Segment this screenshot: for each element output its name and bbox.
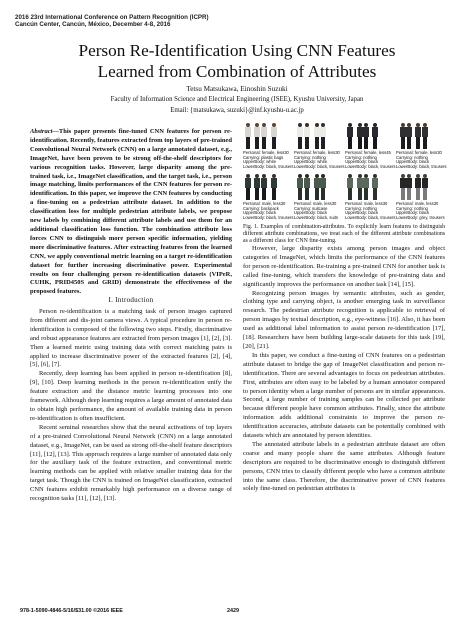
person-thumbnail bbox=[297, 174, 303, 200]
person-lower-body bbox=[348, 137, 352, 149]
right-column-body bbox=[243, 245, 445, 494]
person-lower-body bbox=[272, 188, 276, 200]
person-thumbnail bbox=[406, 123, 412, 149]
page-number: 2429 bbox=[227, 608, 239, 614]
person-lower-body bbox=[416, 188, 420, 200]
person-upper-body bbox=[271, 127, 277, 137]
person-thumbnail bbox=[271, 174, 277, 200]
attribute-label: Personal: female, less30 Carrying: plastic bags UpperBody: white LowerBody: black, trousers bbox=[243, 150, 294, 169]
person-upper-body bbox=[422, 178, 428, 188]
person-thumbnail bbox=[271, 123, 277, 149]
figure-caption: Fig. 1. Examples of combination-attributes. To explicitly learn features to distinguish different attribute combinations, we treat each of the different attribute combinations as a different class for CNN fine-tuning. bbox=[243, 224, 445, 244]
body-paragraph: The annotated attribute labels in a pedestrian attribute dataset are often coarse and many people share the same attributes. Although feature descriptors are required to be discriminative enough to distinguish different persons, CNN tries to classify different people who have a common attribute into the same class. Therefore, the discriminative power of CNN features solely fine-tuned on pedestrian attributes is bbox=[243, 440, 445, 493]
person-upper-body bbox=[372, 127, 378, 137]
footer-isbn: 978-1-5090-4846-5/16/$31.00 ©2016 IEEE bbox=[20, 608, 123, 614]
person-thumbnail bbox=[406, 174, 412, 200]
person-lower-body bbox=[315, 137, 319, 149]
person-upper-body bbox=[271, 178, 277, 188]
person-lower-body bbox=[364, 188, 368, 200]
intro-paragraph: Recently, deep learning has been applied in person re-identification [8], [9], [10]. Deep learning methods in the person re-identification unify the feature extraction and the distance metric learning processes into one framework. Although deep learning requires a large amount of annotated data to obtain high performance, the amount of available training data in person re-identification is often insufficient. bbox=[30, 370, 232, 422]
figure-1 bbox=[243, 122, 446, 222]
person-lower-body bbox=[407, 137, 411, 149]
person-thumbnail bbox=[320, 174, 326, 200]
person-lower-body bbox=[262, 137, 266, 149]
attribute-label: Personal: male, less30 Carrying: suitcase UpperBody: black LowerBody: black, suits bbox=[294, 201, 338, 220]
figure-cell bbox=[396, 122, 447, 171]
conference-header bbox=[15, 14, 209, 29]
person-lower-body bbox=[401, 137, 405, 149]
attribute-label: Personal: male, less30 Carrying: nothing UpperBody: black LowerBody: black, trousers bbox=[345, 201, 396, 220]
body-paragraph: Recognizing person images by semantic attributes, such as gender, clothing type and carrying object, is another emerging task in surveillance research. The pedestrian attribute recognition is applicable to retrieval of person images by textual description, e.g., eye-witness [16]. Also, it has been used as additional label information to assist person re-identification [17], [18]. Researchers have been building large-scale datasets for this task [19], [20], [21]. bbox=[243, 289, 445, 350]
figure-cell bbox=[294, 173, 342, 222]
person-thumbnail bbox=[254, 174, 260, 200]
abstract-label: Abstract bbox=[30, 128, 53, 135]
person-upper-body bbox=[415, 127, 421, 137]
person-upper-body bbox=[297, 127, 303, 137]
person-thumbnail bbox=[261, 174, 267, 200]
person-thumbnail bbox=[254, 123, 260, 149]
person-thumbnail bbox=[347, 123, 353, 149]
authors: Tetsu Matsukawa, Einoshin Suzuki bbox=[186, 85, 288, 93]
person-upper-body bbox=[245, 178, 251, 188]
person-thumbnail bbox=[304, 174, 310, 200]
person-upper-body bbox=[347, 178, 353, 188]
person-thumbnail bbox=[363, 174, 369, 200]
title-line-2: Learned from Combination of Attributes bbox=[97, 62, 377, 81]
person-upper-body bbox=[406, 178, 412, 188]
person-upper-body bbox=[320, 127, 326, 137]
person-upper-body bbox=[261, 127, 267, 137]
person-thumbnail bbox=[320, 123, 326, 149]
person-upper-body bbox=[415, 178, 421, 188]
person-upper-body bbox=[422, 127, 428, 137]
person-lower-body bbox=[262, 188, 266, 200]
figure-cell bbox=[396, 173, 444, 222]
figure-cell bbox=[345, 173, 396, 222]
attribute-label: Personal: female, less45 Carrying: nothing UpperBody: black LowerBody: black, trousers bbox=[345, 150, 396, 169]
abstract bbox=[30, 128, 232, 297]
attribute-label: Personal: female, less30 Carrying: nothing UpperBody: white LowerBody: black, trousers bbox=[294, 150, 345, 169]
person-thumbnail bbox=[415, 174, 421, 200]
attribute-label: Personal: male, less30 Carrying: nothing UpperBody: black LowerBody: grey, trousers bbox=[396, 201, 445, 220]
person-upper-body bbox=[254, 127, 260, 137]
person-upper-body bbox=[261, 178, 267, 188]
person-upper-body bbox=[406, 127, 412, 137]
person-lower-body bbox=[298, 188, 302, 200]
figure-cell bbox=[345, 122, 396, 171]
paper-title bbox=[0, 40, 474, 82]
figure-cell bbox=[243, 173, 294, 222]
person-upper-body bbox=[245, 127, 251, 137]
person-lower-body bbox=[407, 188, 411, 200]
person-thumbnail bbox=[304, 123, 310, 149]
abstract-text: —This paper presents fine-tuned CNN features for person re-identification. Recently, features extracted from top layers of pre-trained Convolutional Neural Network (CNN) on a large annotated dataset, e.g., ImageNet, have been proven to be strong off-the-shelf descriptors for various recognition tasks. However, large disparity among the pre-trained task, i.e., ImageNet classification, and the target task, i.e., person image matching, limits performances of the CNN features for person re-identification. In this paper, we improve the CNN features by conducting a fine-tuning on a pedestrian attribute dataset. In addition to the classification loss for multiple pedestrian attribute labels, we propose new labels by combining different attribute labels and use them for an additional classification loss function. The combination attribute loss forces CNN to distinguish more person specific information, yielding more discriminative features. After extracting features from the learned CNN, we apply conventional metric learning on a target re-identification dataset for further increasing discriminative power. Experimental results on four challenging person re-identification datasets (VIPeR, CUHK, PRID450S and GRID) demonstrate the effectiveness of the proposed features. bbox=[30, 128, 232, 296]
person-thumbnail bbox=[261, 123, 267, 149]
person-upper-body bbox=[254, 178, 260, 188]
figure-row-male bbox=[243, 173, 446, 222]
person-lower-body bbox=[358, 188, 362, 200]
person-upper-body bbox=[297, 178, 303, 188]
person-lower-body bbox=[246, 188, 250, 200]
person-lower-body bbox=[272, 137, 276, 149]
conference-location: Cancún Center, Cancún, México, December 4-8, 2016 bbox=[15, 21, 171, 29]
person-lower-body bbox=[305, 137, 309, 149]
person-lower-body bbox=[373, 137, 377, 149]
figure-cell bbox=[294, 122, 345, 171]
person-thumbnail bbox=[245, 174, 251, 200]
intro-paragraph: Recent seminal researches show that the neural activations of top layers of a pre-trained Convolutional Neural Network (CNN) on a large annotated dataset, e.g., ImageNet, can be used as strong off-the-shelf feature descriptors [11], [12], [13]. This approach requires a large number of annotated data only for the auxiliary task of the feature extraction, and conventional metric learning methods can be applied with relative smaller training data for the target task. Though the CNN is trained on ImageNet classification, extracted CNN features exhibit remarkably high performance on a diverse range of recognition tasks [11], [12], [13]. bbox=[30, 423, 232, 503]
person-thumbnail bbox=[372, 123, 378, 149]
person-lower-body bbox=[416, 137, 420, 149]
person-upper-body bbox=[320, 178, 326, 188]
intro-paragraph: Person re-identification is a matching task of person images captured from different and dis-joint camera views. A typical procedure in person re-identification is composed of the following two steps. Firstly, discriminative and robust appearance features are extracted from person images [1], [2], [3]. Then a learned metric using training data with correct matching pairs is applied to increase discriminative power of the extracted features [2], [4], [5], [6], [7]. bbox=[30, 308, 232, 369]
body-paragraph: In this paper, we conduct a fine-tuning of CNN features on a pedestrian attribute dataset to bridge the gap of ImageNet classification and person re-identification. There are several advantages to focus on pedestrian attributes. First, attributes are often easy to be labeled by a human annotator compared to person identity when a large number of persons are in similar appearances. Second, a large number of training samples can be collected per attribute because different people have common attributes. Finally, since the attribute information adds additional constraints to improve the person re-identification accuracies, attribute datasets can be potentially combined with datasets which are annotated by person identities. bbox=[243, 351, 445, 440]
person-upper-body bbox=[372, 178, 378, 188]
person-thumbnail bbox=[245, 123, 251, 149]
person-upper-body bbox=[363, 178, 369, 188]
person-thumbnail bbox=[297, 123, 303, 149]
person-lower-body bbox=[246, 137, 250, 149]
person-lower-body bbox=[358, 137, 362, 149]
person-lower-body bbox=[321, 188, 325, 200]
affiliation: Faculty of Information Science and Electrical Engineering (ISEE), Kyushu University, Japan bbox=[110, 96, 364, 103]
person-lower-body bbox=[401, 188, 405, 200]
person-upper-body bbox=[304, 178, 310, 188]
person-lower-body bbox=[315, 188, 319, 200]
section-title-introduction: I. Introduction bbox=[108, 296, 154, 304]
person-upper-body bbox=[363, 127, 369, 137]
figure-row-female bbox=[243, 122, 446, 171]
person-thumbnail bbox=[347, 174, 353, 200]
body-paragraph: However, large disparity exists among person images and object categories of ImageNet, which limits the performance of the CNN features for person re-identification. Re-training a pre-trained CNN for another task is called fine-tuning, which transfers the knowledge of pre-training data and significantly improves the performance on another task [14], [15]. bbox=[243, 245, 445, 288]
person-lower-body bbox=[423, 137, 427, 149]
person-thumbnail bbox=[422, 123, 428, 149]
person-lower-body bbox=[373, 188, 377, 200]
person-lower-body bbox=[321, 137, 325, 149]
figure-cell bbox=[243, 122, 294, 171]
person-thumbnail bbox=[372, 174, 378, 200]
title-line-1: Person Re-Identification Using CNN Features bbox=[78, 41, 396, 60]
email: Email: {matsukawa, suzuki}@inf.kyushu-u.ac.jp bbox=[170, 107, 304, 114]
person-lower-body bbox=[255, 137, 259, 149]
person-upper-body bbox=[304, 127, 310, 137]
attribute-label: Personal: male, less30 Carrying: backpack UpperBody: black LowerBody: black, trousers bbox=[243, 201, 294, 220]
person-thumbnail bbox=[415, 123, 421, 149]
person-lower-body bbox=[348, 188, 352, 200]
person-lower-body bbox=[305, 188, 309, 200]
person-lower-body bbox=[423, 188, 427, 200]
person-lower-body bbox=[298, 137, 302, 149]
person-upper-body bbox=[347, 127, 353, 137]
person-lower-body bbox=[255, 188, 259, 200]
person-thumbnail bbox=[422, 174, 428, 200]
attribute-label: Personal: female, less30 Carrying: nothing UpperBody: black LowerBody: black, trousers bbox=[396, 150, 447, 169]
introduction-body bbox=[30, 308, 232, 504]
conference-name: 2016 23rd International Conference on Pattern Recognition (ICPR) bbox=[15, 14, 209, 21]
person-thumbnail bbox=[363, 123, 369, 149]
person-lower-body bbox=[364, 137, 368, 149]
